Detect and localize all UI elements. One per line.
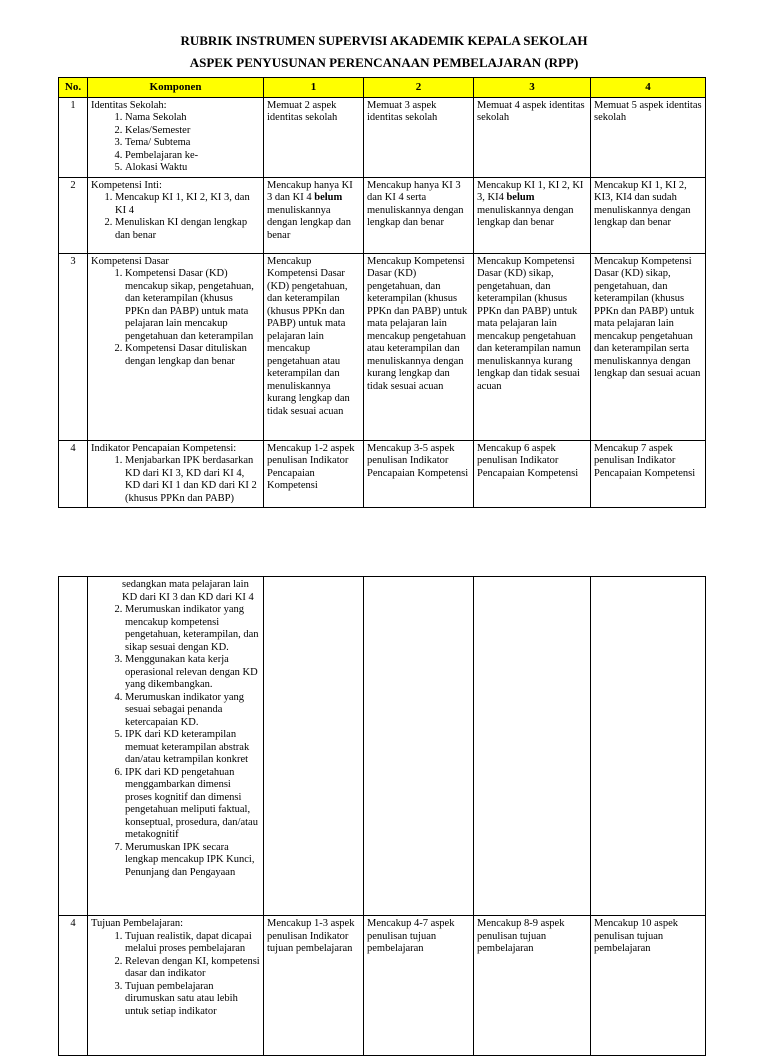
komponen-list <box>91 112 260 175</box>
score-2-cell: Mencakup Kompetensi Dasar (KD) pengetahuan, dan keterampilan (khusus PPKn dan PABP) untuk mata pelajaran lain mencakup pengetahuan atau keterampilan dan menuliskannya dengan kurang lengkap dan tidak sesuai acuan <box>364 253 474 440</box>
list-item: 2. Merumuskan indikator yang mencakup kompetensi pengetahuan, keterampilan, dan sikap sesuai dengan KD. <box>125 604 260 654</box>
score-4-cell <box>591 577 706 916</box>
cell-text: Mencakup hanya KI 3 dan KI 4 <box>267 179 353 203</box>
komponen-cell <box>88 177 264 253</box>
rubric-table-page1 <box>58 77 706 508</box>
score-1-cell: Mencakup 1-3 aspek penulisan Indikator tujuan pembelajaran <box>264 916 364 1056</box>
komponen-cell <box>88 97 264 177</box>
score-1-cell: Memuat 2 aspek identitas sekolah <box>264 97 364 177</box>
score-4-cell: Mencakup Kompetensi Dasar (KD) sikap, pengetahuan, dan keterampilan (khusus PPKn dan PABP) untuk mata pelajaran lain mencakup pengetahuan dan keterampilan serta menuliskannya dengan lengkap dan sesuai acuan <box>591 253 706 440</box>
score-3-cell: Mencakup 6 aspek penulisan Indikator Pencapaian Kompetensi <box>474 440 591 508</box>
row-number: 4 <box>59 440 88 508</box>
score-1-cell <box>264 177 364 253</box>
score-4-cell: Mencakup KI 1, KI 2, KI3, KI4 dan sudah menuliskannya dengan lengkap dan benar <box>591 177 706 253</box>
score-3-cell <box>474 577 591 916</box>
continuation-text: sedangkan mata pelajaran lain KD dari KI 3 dan KD dari KI 4 <box>122 579 254 603</box>
list-item: 4. Merumuskan indikator yang sesuai sebagai penanda ketercapaian KD. <box>125 692 260 730</box>
komponen-title: Kompetensi Dasar <box>91 255 169 267</box>
header-no: No. <box>59 78 88 98</box>
list-item: 6. IPK dari KD pengetahuan menggambarkan dimensi proses kognitif dan dimensi pengetahuan meliputi faktual, konseptual, prosedura, dan/atau metakognitif <box>125 767 260 842</box>
list-item: 5. IPK dari KD keterampilan memuat keterampilan abstrak dan/atau ketrampilan konkret <box>125 729 260 767</box>
table-row <box>59 577 706 916</box>
list-item: 5. Alokasi Waktu <box>125 162 260 175</box>
header-score-2: 2 <box>364 78 474 98</box>
header-komponen: Komponen <box>88 78 264 98</box>
header-score-4: 4 <box>591 78 706 98</box>
score-4-cell: Mencakup 7 aspek penulisan Indikator Pencapaian Kompetensi <box>591 440 706 508</box>
header-score-1: 1 <box>264 78 364 98</box>
list-item: 1. Tujuan realistik, dapat dicapai melalui proses pembelajaran <box>125 931 260 956</box>
row-number-empty <box>59 577 88 916</box>
score-2-cell <box>364 577 474 916</box>
score-2-cell: Mencakup 3-5 aspek penulisan Indikator Pencapaian Kompetensi <box>364 440 474 508</box>
list-item: 1. Nama Sekolah <box>125 112 260 125</box>
list-item: 2. Relevan dengan KI, kompetensi dasar dan indikator <box>125 956 260 981</box>
score-1-cell <box>264 577 364 916</box>
komponen-list <box>91 931 260 1019</box>
list-item: 3. Tujuan pembelajaran dirumuskan satu atau lebih untuk setiap indikator <box>125 981 260 1019</box>
komponen-list <box>91 604 260 879</box>
komponen-list <box>91 192 260 242</box>
list-item: 3. Menggunakan kata kerja operasional relevan dengan KD yang dikembangkan. <box>125 654 260 692</box>
score-1-cell: Mencakup Kompetensi Dasar (KD) pengetahuan, dan keterampilan (khusus PPKn dan PABP) untuk mata pelajaran lain mencakup pengetahuan atau keterampilan dan menuliskannya kurang lengkap dan tidak sesuai acuan <box>264 253 364 440</box>
list-item: 1. Menjabarkan IPK berdasarkan KD dari KI 3, KD dari KI 4, KD dari KI 1 dan KD dari KI 2 (khusus PPKn dan PABP) <box>125 455 260 505</box>
list-item: 2. Kompetensi Dasar dituliskan dengan lengkap dan benar <box>125 343 260 368</box>
score-2-cell: Memuat 3 aspek identitas sekolah <box>364 97 474 177</box>
cell-bold-text: belum <box>506 192 535 203</box>
header-score-3: 3 <box>474 78 591 98</box>
document-title: RUBRIK INSTRUMEN SUPERVISI AKADEMIK KEPALA SEKOLAH <box>180 33 588 48</box>
score-2-cell: Mencakup 4-7 aspek penulisan tujuan pembelajaran <box>364 916 474 1056</box>
komponen-title: Kompetensi Inti: <box>91 179 162 191</box>
score-3-cell <box>474 177 591 253</box>
cell-text: menuliskannya dengan lengkap dan benar <box>267 204 351 241</box>
cell-text: menuliskannya dengan lengkap dan benar <box>477 204 574 228</box>
list-item: 3. Tema/ Subtema <box>125 137 260 150</box>
komponen-cell <box>88 440 264 508</box>
komponen-cell <box>88 916 264 1056</box>
table-row <box>59 253 706 440</box>
list-item: 1. Kompetensi Dasar (KD) mencakup sikap, pengetahuan, dan keterampilan (khusus PPKn dan PABP) untuk mata pelajaran lain mencakup pengetahuan dan keterampilan <box>125 268 260 343</box>
row-number: 3 <box>59 253 88 440</box>
rubric-table-page2 <box>58 576 706 1056</box>
komponen-list <box>91 268 260 368</box>
komponen-cell <box>88 577 264 916</box>
row-number: 4 <box>59 916 88 1056</box>
list-item: 2. Menuliskan KI dengan lengkap dan benar <box>115 217 260 242</box>
score-3-cell: Mencakup 8-9 aspek penulisan tujuan pembelajaran <box>474 916 591 1056</box>
score-2-cell: Mencakup hanya KI 3 dan KI 4 serta menuliskannya dengan lengkap dan benar <box>364 177 474 253</box>
score-3-cell: Memuat 4 aspek identitas sekolah <box>474 97 591 177</box>
cell-bold-text: belum <box>314 192 343 203</box>
list-item: 2. Kelas/Semester <box>125 125 260 138</box>
komponen-list <box>91 455 260 505</box>
score-1-cell: Mencakup 1-2 aspek penulisan Indikator Pencapaian Kompetensi <box>264 440 364 508</box>
score-4-cell: Mencakup 10 aspek penulisan tujuan pembelajaran <box>591 916 706 1056</box>
komponen-cell <box>88 253 264 440</box>
row-number: 2 <box>59 177 88 253</box>
table-row <box>59 97 706 177</box>
document-subtitle: ASPEK PENYUSUNAN PERENCANAAN PEMBELAJARAN (RPP) <box>189 55 579 70</box>
list-item: 1. Mencakup KI 1, KI 2, KI 3, dan KI 4 <box>115 192 260 217</box>
header-row <box>59 78 706 98</box>
score-4-cell: Memuat 5 aspek identitas sekolah <box>591 97 706 177</box>
score-3-cell: Mencakup Kompetensi Dasar (KD) sikap, pengetahuan, dan keterampilan (khusus PPKn dan PABP) untuk mata pelajaran lain mencakup pengetahuan dan keterampilan namun menuliskannya kurang lengkap dan tidak sesuai acuan <box>474 253 591 440</box>
komponen-title: Tujuan Pembelajaran: <box>91 918 184 929</box>
komponen-title: Indikator Pencapaian Kompetensi: <box>91 442 237 454</box>
list-item: 7. Merumuskan IPK secara lengkap mencakup IPK Kunci, Penunjang dan Pengayaan <box>125 842 260 880</box>
cell-text: Mencakup KI 1, KI 2, KI 3, KI4 <box>477 179 584 203</box>
list-item: 4. Pembelajaran ke- <box>125 150 260 163</box>
row-number: 1 <box>59 97 88 177</box>
komponen-title: Identitas Sekolah: <box>91 99 167 111</box>
table-row <box>59 177 706 253</box>
table-row <box>59 440 706 508</box>
table-row <box>59 916 706 1056</box>
